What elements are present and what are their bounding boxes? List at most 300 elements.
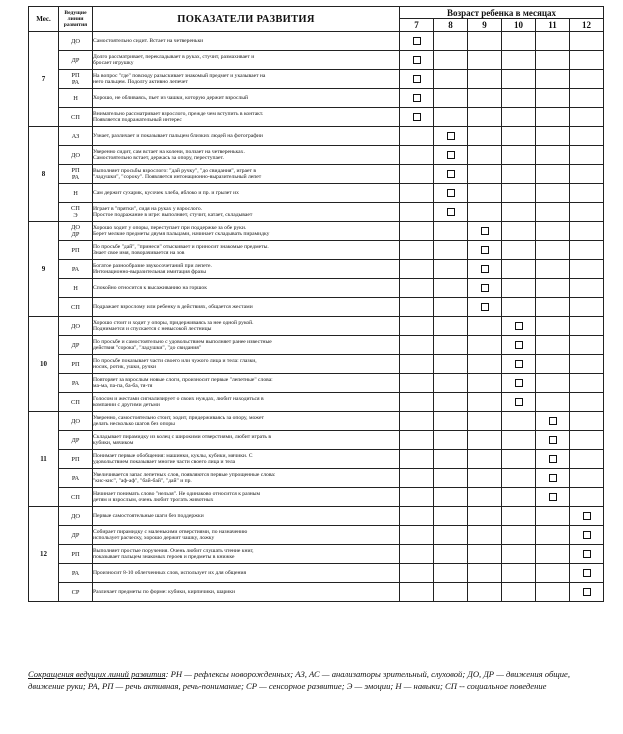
table-row: [29, 450, 604, 469]
indicator-text-line: Поднимается и спускается с невысокой лестницы: [93, 326, 212, 332]
indicator-description: [93, 412, 400, 431]
indicator-text-line: кубики, мячиком: [93, 440, 134, 446]
month-cell-7: [400, 507, 434, 526]
month-cell-9: [468, 564, 502, 583]
month-cell-7: [400, 298, 434, 317]
header-month-9: 9: [468, 19, 502, 32]
month-cell-11: [536, 393, 570, 412]
month-cell-8: [434, 298, 468, 317]
checkbox[interactable]: [549, 417, 557, 425]
month-group-label: 10: [29, 317, 59, 412]
lead-line-code: АЗ: [71, 132, 80, 140]
month-group-label: 12: [29, 507, 59, 602]
indicator-description: [93, 488, 400, 507]
month-cell-9: [468, 317, 502, 336]
month-cell-10: [502, 184, 536, 203]
month-cell-10: [502, 469, 536, 488]
lead-line-code: ДР: [71, 56, 80, 64]
table-row: [29, 70, 604, 89]
table-row: [29, 488, 604, 507]
lead-line-code: Н: [73, 284, 78, 292]
month-cell-8: [434, 431, 468, 450]
indicator-text-line: Голосом и жестами сигнализирует о своих нуждах, любит находиться в: [93, 395, 264, 402]
lead-line-code: ДО: [71, 37, 80, 45]
table-row: [29, 355, 604, 374]
indicator-text-line: удовольствием показывает многие части своего лица и тела: [93, 459, 236, 465]
indicator-description: [93, 469, 400, 488]
indicator-description: [93, 431, 400, 450]
indicator-description: [93, 222, 400, 241]
table-row: [29, 412, 604, 431]
checkbox[interactable]: [481, 265, 489, 273]
month-cell-12: [570, 545, 604, 564]
indicator-description: [93, 184, 400, 203]
table-row: [29, 431, 604, 450]
lead-line-code: ДР: [71, 531, 80, 539]
indicator-text-line: Различает предметы по форме: кубики, кирпичики, шарики: [93, 588, 235, 595]
lead-line-code: РА: [71, 474, 80, 482]
month-cell-8: [434, 51, 468, 70]
header-month-10: 10: [502, 19, 536, 32]
indicator-text-line: По просьбе "дай", "принеси" отыскивает и приносит знакомые предметы.: [93, 243, 269, 250]
table-row: [29, 279, 604, 298]
month-cell-12: [570, 222, 604, 241]
month-cell-8: [434, 146, 468, 165]
indicator-text-line: По просьбе показывает части своего или чужого лица и тела: глазки,: [93, 357, 257, 364]
table-row: [29, 336, 604, 355]
month-cell-9: [468, 146, 502, 165]
checkbox[interactable]: [447, 208, 455, 216]
month-cell-10: [502, 222, 536, 241]
month-cell-11: [536, 469, 570, 488]
lead-line-cell: [59, 222, 93, 241]
lead-line-code: РП: [71, 455, 80, 463]
lead-line-cell: [59, 431, 93, 450]
month-cell-7: [400, 564, 434, 583]
month-cell-11: [536, 241, 570, 260]
month-cell-9: [468, 336, 502, 355]
month-cell-9: [468, 241, 502, 260]
indicator-text-line: Простое подражание в игре: выполняет, стучит, катает, складывает: [93, 212, 253, 218]
month-cell-12: [570, 184, 604, 203]
month-cell-10: [502, 488, 536, 507]
month-cell-7: [400, 89, 434, 108]
month-cell-8: [434, 526, 468, 545]
month-cell-11: [536, 184, 570, 203]
month-cell-10: [502, 374, 536, 393]
month-cell-12: [570, 89, 604, 108]
lead-line-code: РП: [71, 360, 80, 368]
indicator-description: [93, 89, 400, 108]
header-month-8: 8: [434, 19, 468, 32]
lead-line-code: СП: [71, 205, 80, 212]
lead-line-code: Н: [73, 94, 78, 102]
lead-line-cell: [59, 260, 93, 279]
month-cell-8: [434, 32, 468, 51]
lead-line-cell: [59, 469, 93, 488]
month-cell-9: [468, 583, 502, 602]
month-cell-8: [434, 222, 468, 241]
indicator-text-line: Выполняет просьбы взрослого: "дай ручку", "до свидания", играет в: [93, 167, 257, 174]
lead-line-cell: [59, 108, 93, 127]
month-cell-11: [536, 279, 570, 298]
month-cell-9: [468, 260, 502, 279]
checkbox[interactable]: [583, 588, 591, 596]
lead-line-code: РА: [71, 379, 80, 387]
checkbox[interactable]: [481, 303, 489, 311]
month-cell-9: [468, 184, 502, 203]
month-cell-8: [434, 89, 468, 108]
indicator-description: [93, 526, 400, 545]
month-cell-10: [502, 450, 536, 469]
checkbox[interactable]: [549, 455, 557, 463]
table-row: [29, 146, 604, 165]
indicator-description: [93, 127, 400, 146]
table-row: [29, 507, 604, 526]
checkbox[interactable]: [515, 341, 523, 349]
table-row: [29, 564, 604, 583]
month-cell-11: [536, 545, 570, 564]
lead-line-code: СП: [71, 303, 80, 311]
checkbox[interactable]: [413, 37, 421, 45]
month-cell-11: [536, 450, 570, 469]
lead-line-code: ДР: [71, 341, 80, 349]
indicator-description: [93, 507, 400, 526]
month-cell-7: [400, 279, 434, 298]
month-cell-11: [536, 70, 570, 89]
checkbox[interactable]: [413, 75, 421, 83]
indicator-text-line: Хорошо стоит и ходит у опоры, придерживаясь за нее одной рукой.: [93, 319, 254, 326]
header-lead-lines-column: [59, 7, 93, 32]
indicator-description: [93, 336, 400, 355]
month-cell-11: [536, 260, 570, 279]
month-cell-12: [570, 412, 604, 431]
indicator-description: [93, 146, 400, 165]
indicator-text-line: Собирает пирамидку с маленькими отверстиями, по назначению: [93, 528, 248, 535]
month-cell-10: [502, 260, 536, 279]
checkbox[interactable]: [447, 132, 455, 140]
lead-line-cell: [59, 298, 93, 317]
month-cell-10: [502, 545, 536, 564]
lead-line-cell: [59, 488, 93, 507]
month-cell-8: [434, 317, 468, 336]
indicator-description: [93, 355, 400, 374]
month-cell-12: [570, 355, 604, 374]
month-cell-12: [570, 51, 604, 70]
table-row: [29, 317, 604, 336]
lead-line-cell: [59, 450, 93, 469]
month-cell-8: [434, 393, 468, 412]
lead-line-cell: [59, 89, 93, 108]
month-cell-11: [536, 336, 570, 355]
month-cell-8: [434, 108, 468, 127]
table-row: [29, 222, 604, 241]
indicator-text-line: детям и взрослым, очень любит трогать животных: [93, 497, 214, 503]
month-cell-8: [434, 127, 468, 146]
abbreviations-legend: [28, 669, 594, 692]
checkbox[interactable]: [447, 189, 455, 197]
month-cell-12: [570, 526, 604, 545]
lead-line-code: РП: [71, 72, 80, 79]
month-cell-10: [502, 51, 536, 70]
lead-line-code: ДР: [71, 231, 80, 238]
month-cell-9: [468, 393, 502, 412]
month-cell-10: [502, 317, 536, 336]
month-cell-10: [502, 108, 536, 127]
lead-line-code: РП: [71, 246, 80, 254]
indicator-description: [93, 203, 400, 222]
month-cell-9: [468, 127, 502, 146]
indicator-text-line: Понимает первые обобщения: машинки, куклы, кубики, мячики. С: [93, 452, 253, 459]
checkbox[interactable]: [583, 569, 591, 577]
indicator-text-line: Долго рассматривает, перекладывает в руках, стучит, размахивает и: [93, 53, 255, 60]
checkbox[interactable]: [481, 284, 489, 292]
lead-line-cell: [59, 545, 93, 564]
header-lead-word-3: развития: [63, 22, 88, 28]
table-body: [29, 32, 604, 602]
month-cell-9: [468, 412, 502, 431]
month-cell-12: [570, 469, 604, 488]
indicator-text-line: На вопрос "где" повсюду разыскивает знакомый предмет и указывает на: [93, 72, 266, 79]
month-cell-8: [434, 564, 468, 583]
month-cell-12: [570, 507, 604, 526]
header-month-12: 12: [570, 19, 604, 32]
month-cell-12: [570, 32, 604, 51]
lead-line-code: ДР: [71, 436, 80, 444]
header-lead-word-1: Ведущие: [64, 10, 87, 16]
lead-line-code: РА: [71, 265, 80, 273]
lead-line-cell: [59, 583, 93, 602]
checkbox[interactable]: [413, 56, 421, 64]
month-cell-8: [434, 469, 468, 488]
indicator-text-line: него пальцем. Подолгу активно лепечет: [93, 79, 188, 85]
month-cell-11: [536, 32, 570, 51]
month-cell-8: [434, 165, 468, 184]
lead-line-cell: [59, 336, 93, 355]
month-cell-8: [434, 374, 468, 393]
indicator-description: [93, 32, 400, 51]
checkbox[interactable]: [447, 151, 455, 159]
month-cell-7: [400, 51, 434, 70]
lead-line-cell: [59, 393, 93, 412]
checkbox[interactable]: [481, 227, 489, 235]
indicator-text-line: Берет мелкие предметы двумя пальцами, начинает складывать пирамидку: [93, 231, 270, 237]
month-cell-11: [536, 146, 570, 165]
indicator-text-line: Спокойно относится к высаживанию на горшок: [93, 284, 207, 291]
month-cell-12: [570, 564, 604, 583]
indicator-text-line: Первые самостоятельные шаги без поддержки: [93, 512, 204, 519]
indicator-text-line: компании с другими детьми: [93, 402, 160, 408]
month-cell-11: [536, 127, 570, 146]
checkbox[interactable]: [447, 170, 455, 178]
checkbox[interactable]: [549, 436, 557, 444]
month-cell-8: [434, 412, 468, 431]
indicator-text-line: Появляется подражательный интерес: [93, 117, 182, 123]
month-cell-12: [570, 260, 604, 279]
indicator-description: [93, 241, 400, 260]
lead-line-code: СР: [71, 588, 80, 596]
month-group-label: 11: [29, 412, 59, 507]
month-cell-11: [536, 583, 570, 602]
month-cell-10: [502, 89, 536, 108]
month-cell-9: [468, 70, 502, 89]
indicator-description: [93, 279, 400, 298]
month-cell-11: [536, 355, 570, 374]
month-cell-10: [502, 526, 536, 545]
lead-line-code: РА: [71, 79, 80, 86]
month-cell-7: [400, 412, 434, 431]
month-cell-11: [536, 526, 570, 545]
month-cell-7: [400, 146, 434, 165]
indicator-description: [93, 165, 400, 184]
month-cell-9: [468, 545, 502, 564]
indicator-text-line: Узнает, различает и показывает пальцем близких людей на фотографии: [93, 132, 263, 139]
month-cell-12: [570, 336, 604, 355]
table-row: [29, 51, 604, 70]
month-cell-7: [400, 127, 434, 146]
indicator-text-line: Богатое разнообразие звукосочетаний при лепете.: [93, 262, 212, 269]
checkbox[interactable]: [413, 113, 421, 121]
header-month-11: 11: [536, 19, 570, 32]
indicator-description: [93, 450, 400, 469]
checkbox[interactable]: [515, 322, 523, 330]
table-row: [29, 545, 604, 564]
month-cell-7: [400, 203, 434, 222]
checkbox[interactable]: [549, 474, 557, 482]
month-cell-12: [570, 203, 604, 222]
lead-line-cell: [59, 374, 93, 393]
indicator-text-line: Внимательно рассматривает взрослого, прежде чем вступить в контакт.: [93, 110, 264, 117]
indicator-description: [93, 70, 400, 89]
checkbox[interactable]: [515, 360, 523, 368]
month-cell-7: [400, 355, 434, 374]
month-cell-10: [502, 70, 536, 89]
month-cell-7: [400, 260, 434, 279]
development-chart-sheet: [28, 6, 604, 602]
month-cell-9: [468, 431, 502, 450]
indicator-text-line: Подражает взрослому или ребенку в действиях, общается жестами: [93, 303, 253, 310]
month-cell-8: [434, 488, 468, 507]
checkbox[interactable]: [549, 493, 557, 501]
indicator-text-line: По просьбе и самостоятельно с удовольствием выполняет ранее известные: [93, 338, 272, 345]
legend-text: : РН — рефлексы новорожденных; АЗ, АС — анализаторы зрительный, слуховой; ДО, ДР — движения общие, движение руки; РА, РП — речь активная, речь-понимание; СР — сенсорное развитие; Э — эмоции; Н — навыки; СП -- социальное поведение: [28, 669, 571, 691]
indicator-description: [93, 393, 400, 412]
indicator-text-line: Увеличивается запас лепетных слов, появляются первые упрощенные слова:: [93, 471, 276, 478]
month-cell-11: [536, 431, 570, 450]
month-cell-7: [400, 488, 434, 507]
month-cell-7: [400, 545, 434, 564]
month-cell-12: [570, 431, 604, 450]
checkbox[interactable]: [515, 379, 523, 387]
lead-line-code: ДО: [71, 417, 80, 425]
checkbox[interactable]: [583, 531, 591, 539]
checkbox[interactable]: [413, 94, 421, 102]
month-cell-7: [400, 184, 434, 203]
lead-line-code: ДО: [71, 512, 80, 520]
lead-line-cell: [59, 184, 93, 203]
indicator-text-line: Уверенно сидит, сам встает на колени, ползает на четвереньках.: [93, 148, 245, 155]
indicator-description: [93, 564, 400, 583]
indicator-text-line: показывает пальцем знакомых героев и предметы в книжке: [93, 554, 235, 560]
table-row: [29, 184, 604, 203]
development-table: [28, 6, 604, 602]
lead-line-code: РП: [71, 167, 80, 174]
month-cell-9: [468, 450, 502, 469]
month-cell-8: [434, 545, 468, 564]
table-row: [29, 298, 604, 317]
month-cell-7: [400, 241, 434, 260]
table-row: [29, 108, 604, 127]
indicator-text-line: Играет в "прятки", сидя на руках у взрослого.: [93, 205, 203, 212]
month-group-label: 9: [29, 222, 59, 317]
indicator-text-line: ма-ма, па-па, ба-ба, тя-тя: [93, 383, 153, 389]
lead-line-cell: [59, 165, 93, 184]
month-cell-12: [570, 108, 604, 127]
month-group-label: 8: [29, 127, 59, 222]
month-cell-8: [434, 583, 468, 602]
lead-line-code: СП: [71, 398, 80, 406]
indicator-text-line: Интонационно-выразительная имитация фразы: [93, 269, 207, 275]
month-cell-11: [536, 222, 570, 241]
table-row: [29, 89, 604, 108]
lead-line-cell: [59, 70, 93, 89]
month-cell-8: [434, 203, 468, 222]
month-cell-12: [570, 241, 604, 260]
lead-line-code: РП: [71, 550, 80, 558]
header-month-column: Мес.: [29, 7, 59, 32]
month-cell-7: [400, 317, 434, 336]
checkbox[interactable]: [515, 398, 523, 406]
month-cell-11: [536, 51, 570, 70]
checkbox[interactable]: [583, 550, 591, 558]
month-cell-11: [536, 564, 570, 583]
indicator-description: [93, 374, 400, 393]
lead-line-code: СП: [71, 493, 80, 501]
lead-line-code: СП: [71, 113, 80, 121]
month-cell-7: [400, 393, 434, 412]
table-row: [29, 241, 604, 260]
month-cell-10: [502, 507, 536, 526]
month-cell-12: [570, 298, 604, 317]
checkbox[interactable]: [583, 512, 591, 520]
month-cell-11: [536, 488, 570, 507]
indicator-description: [93, 108, 400, 127]
lead-line-cell: [59, 241, 93, 260]
month-group-label: 7: [29, 32, 59, 127]
table-row: [29, 583, 604, 602]
month-cell-11: [536, 298, 570, 317]
month-cell-9: [468, 507, 502, 526]
indicator-text-line: "ладушки", "сороку". Появляется интонационно-выразительный лепет: [93, 174, 262, 180]
indicator-description: [93, 583, 400, 602]
month-cell-9: [468, 488, 502, 507]
lead-line-cell: [59, 279, 93, 298]
month-cell-9: [468, 469, 502, 488]
indicator-text-line: бросает игрушку: [93, 60, 134, 66]
indicator-text-line: Выполняет простые поручения. Очень любит слушать чтение книг,: [93, 547, 254, 554]
month-cell-10: [502, 298, 536, 317]
table-row: [29, 127, 604, 146]
lead-line-cell: [59, 51, 93, 70]
indicator-text-line: Начинает понимать слово "нельзя". Не одинаково относится к разным: [93, 490, 261, 497]
indicator-text-line: Хорошо ходит у опоры, переступает при поддержке за обе руки.: [93, 224, 247, 231]
month-cell-12: [570, 127, 604, 146]
table-row: [29, 469, 604, 488]
table-row: [29, 374, 604, 393]
month-cell-9: [468, 89, 502, 108]
month-cell-11: [536, 108, 570, 127]
checkbox[interactable]: [481, 246, 489, 254]
